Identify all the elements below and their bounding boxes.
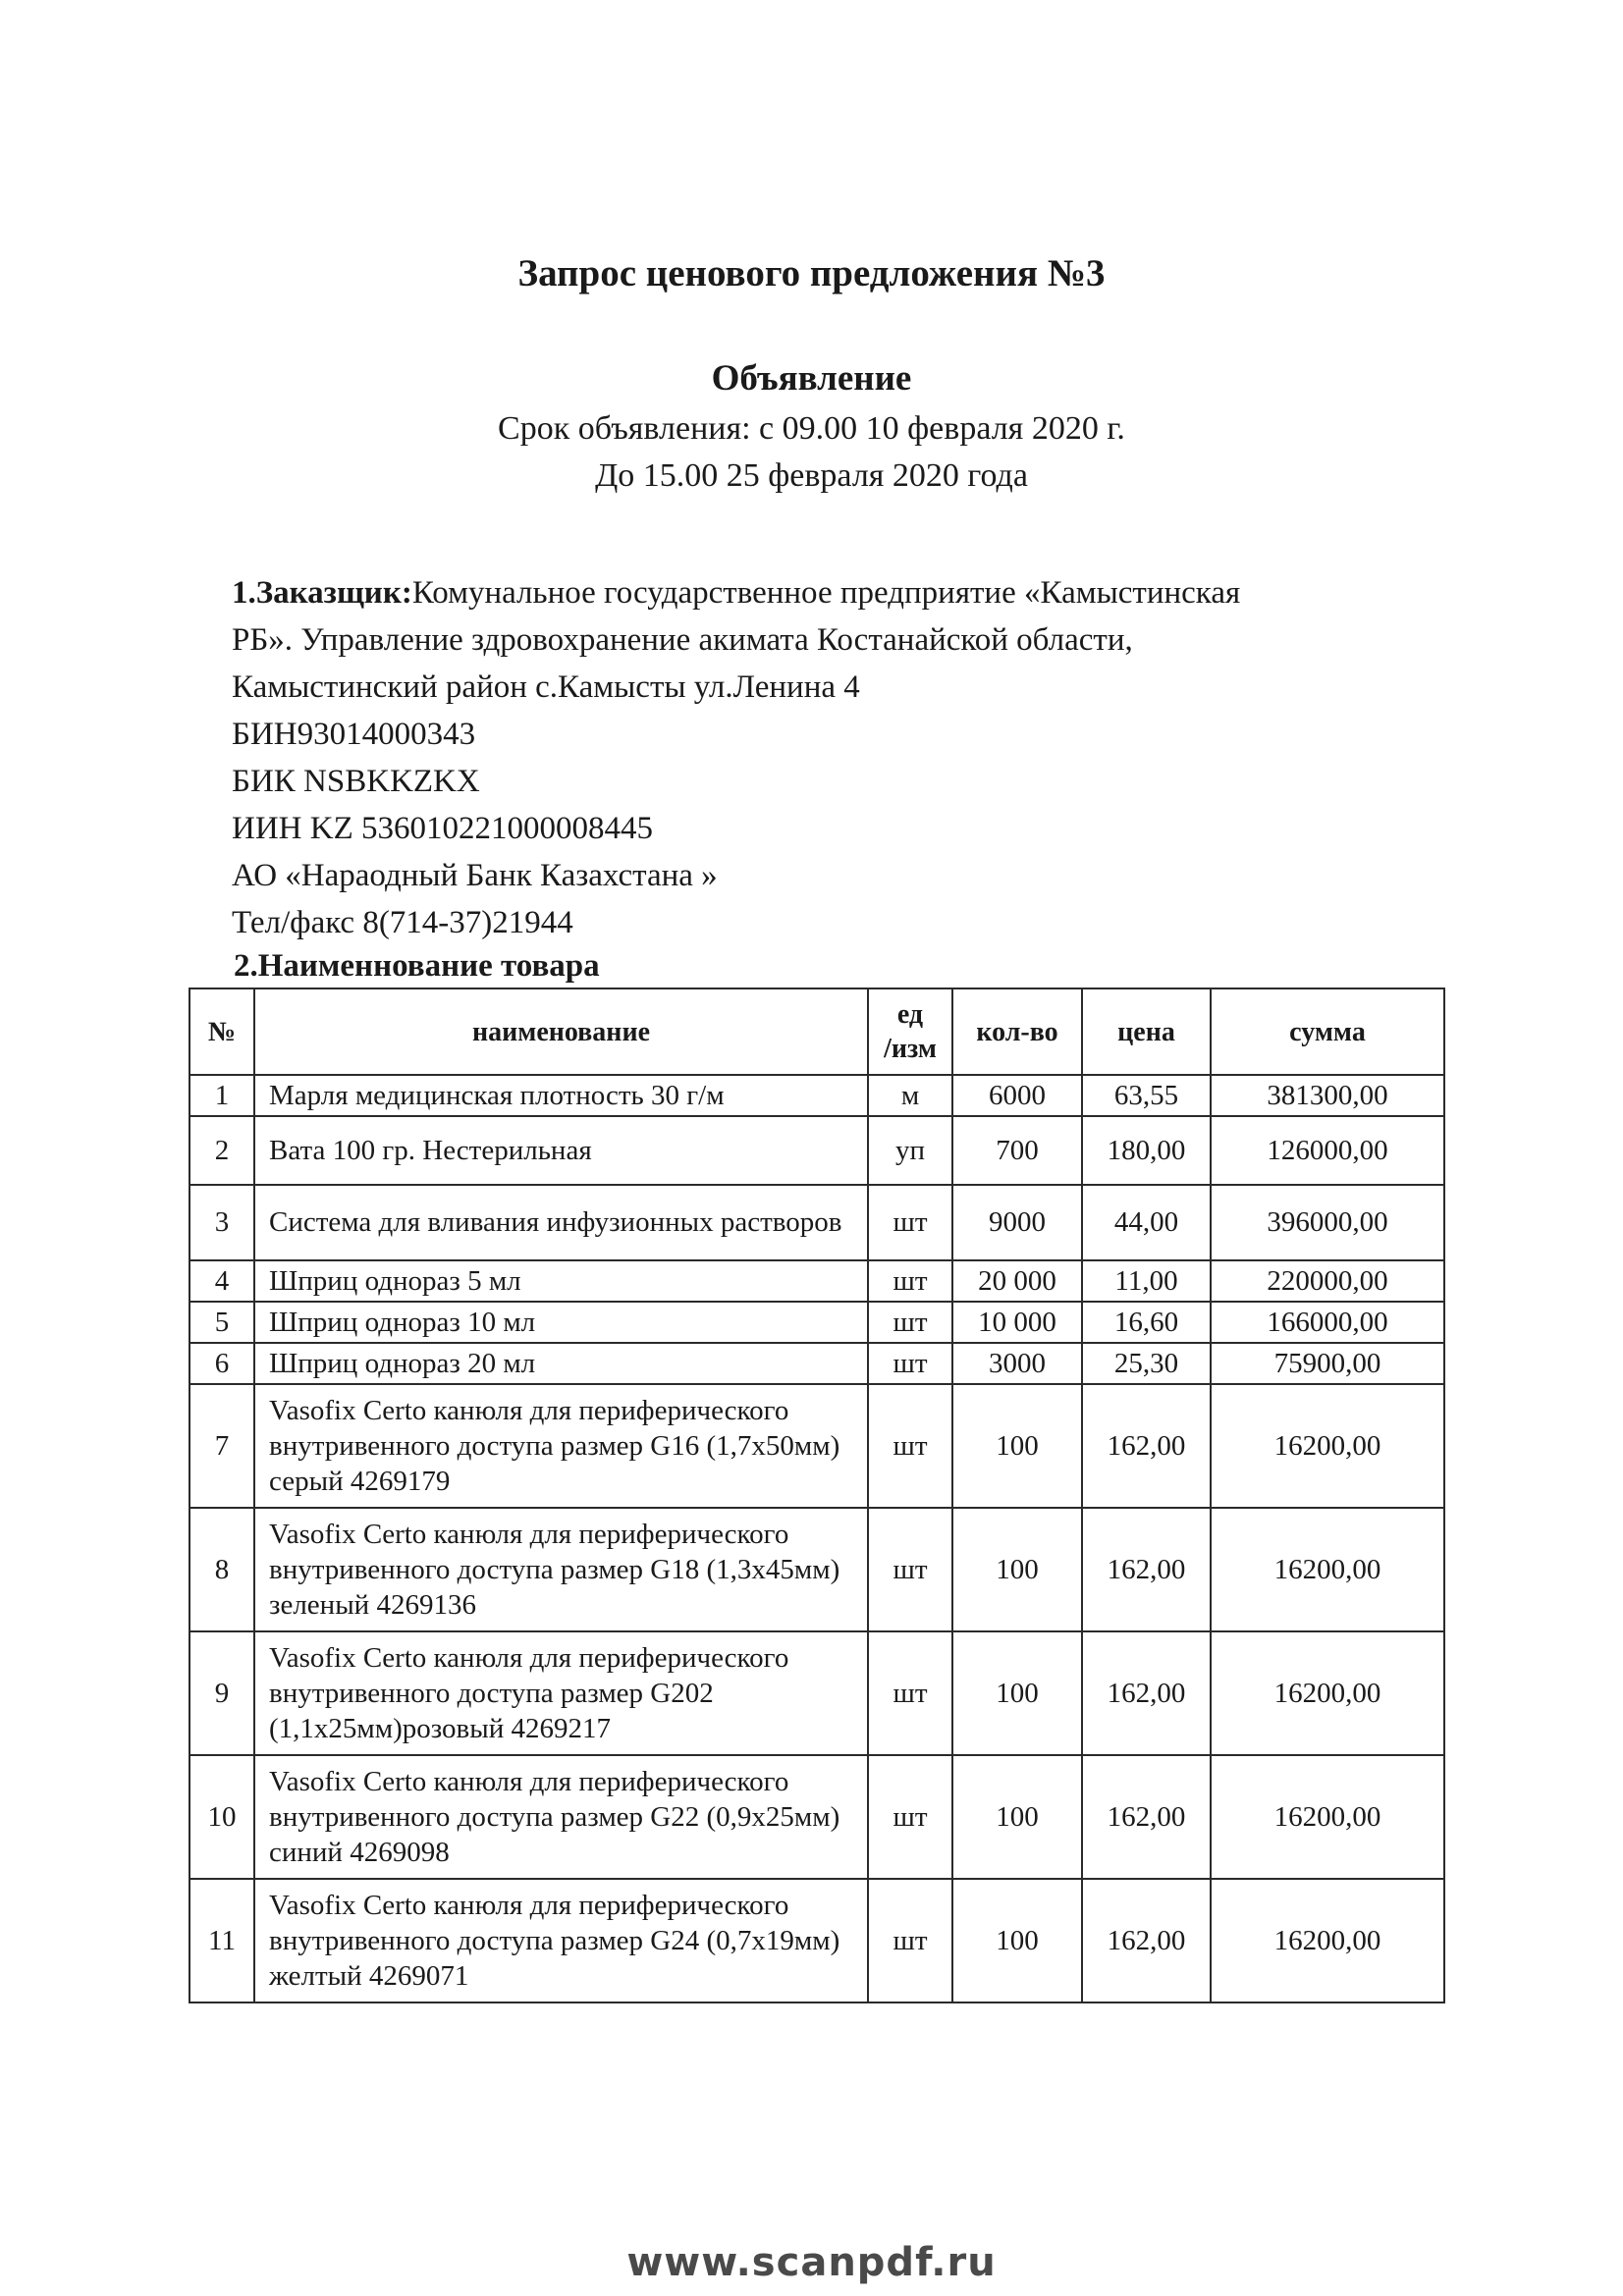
- cell-unit: м: [868, 1075, 952, 1116]
- cell-sum: 16200,00: [1211, 1755, 1444, 1879]
- goods-section-title: 2.Наименнование товара: [234, 948, 600, 984]
- customer-iin: ИИН KZ 536010221000008445: [232, 811, 653, 846]
- cell-price: 25,30: [1082, 1343, 1211, 1384]
- col-header-qty: кол-во: [952, 988, 1082, 1075]
- cell-name: Vasofix Certo канюля для периферического внутривенного доступа размер G18 (1,3х45мм) зеленый 4269136: [254, 1508, 868, 1631]
- cell-num: 3: [189, 1185, 254, 1260]
- table-row: [189, 1185, 1444, 1260]
- cell-name: Вата 100 гр. Нестерильная: [254, 1116, 868, 1185]
- cell-qty: 100: [952, 1755, 1082, 1879]
- cell-price: 16,60: [1082, 1302, 1211, 1343]
- cell-qty: 6000: [952, 1075, 1082, 1116]
- table-row: [189, 1879, 1444, 2002]
- table-row: [189, 1302, 1444, 1343]
- cell-sum: 16200,00: [1211, 1631, 1444, 1755]
- cell-qty: 10 000: [952, 1302, 1082, 1343]
- cell-qty: 700: [952, 1116, 1082, 1185]
- cell-qty: 100: [952, 1631, 1082, 1755]
- cell-name: Система для вливания инфузионных растворов: [254, 1185, 868, 1260]
- cell-unit: шт: [868, 1260, 952, 1302]
- cell-unit: шт: [868, 1185, 952, 1260]
- cell-price: 162,00: [1082, 1384, 1211, 1508]
- customer-address: Камыстинский район с.Камысты ул.Ленина 4: [232, 669, 860, 705]
- cell-num: 1: [189, 1075, 254, 1116]
- cell-unit: шт: [868, 1384, 952, 1508]
- cell-unit: шт: [868, 1755, 952, 1879]
- cell-num: 7: [189, 1384, 254, 1508]
- cell-num: 10: [189, 1755, 254, 1879]
- table-row: [189, 1260, 1444, 1302]
- cell-sum: 166000,00: [1211, 1302, 1444, 1343]
- cell-name: Шприц однораз 10 мл: [254, 1302, 868, 1343]
- cell-qty: 100: [952, 1508, 1082, 1631]
- site-watermark: www.scanpdf.ru: [626, 2240, 997, 2285]
- cell-qty: 100: [952, 1384, 1082, 1508]
- cell-name: Vasofix Certo канюля для периферического внутривенного доступа размер G202 (1,1х25мм)розовый 4269217: [254, 1631, 868, 1755]
- table-row: [189, 1631, 1444, 1755]
- table-row: [189, 1116, 1444, 1185]
- cell-price: 162,00: [1082, 1508, 1211, 1631]
- cell-num: 5: [189, 1302, 254, 1343]
- cell-name: Vasofix Certo канюля для периферического внутривенного доступа размер G24 (0,7х19мм) желтый 4269071: [254, 1879, 868, 2002]
- col-header-sum: сумма: [1211, 988, 1444, 1075]
- cell-num: 9: [189, 1631, 254, 1755]
- cell-num: 8: [189, 1508, 254, 1631]
- cell-sum: 16200,00: [1211, 1879, 1444, 2002]
- customer-line-1: [232, 575, 1240, 612]
- cell-price: 44,00: [1082, 1185, 1211, 1260]
- cell-name: Vasofix Certo канюля для периферического внутривенного доступа размер G16 (1,7х50мм) серый 4269179: [254, 1384, 868, 1508]
- table-row: [189, 1384, 1444, 1508]
- customer-line-2: РБ». Управление здровохранение акимата Костанайской области,: [232, 622, 1133, 658]
- cell-unit: уп: [868, 1116, 952, 1185]
- cell-name: Шприц однораз 20 мл: [254, 1343, 868, 1384]
- cell-qty: 9000: [952, 1185, 1082, 1260]
- col-header-price: цена: [1082, 988, 1211, 1075]
- customer-bik: БИК NSBKKZKX: [232, 764, 480, 799]
- customer-bin: БИН93014000343: [232, 717, 476, 752]
- customer-name-part1: Комунальное государственное предприятие «Камыстинская: [411, 575, 1241, 611]
- cell-sum: 220000,00: [1211, 1260, 1444, 1302]
- cell-unit: шт: [868, 1302, 952, 1343]
- cell-price: 180,00: [1082, 1116, 1211, 1185]
- cell-name: Марля медицинская плотность 30 г/м: [254, 1075, 868, 1116]
- customer-label: 1.Заказщик:: [232, 575, 412, 611]
- cell-sum: 16200,00: [1211, 1508, 1444, 1631]
- announcement-period-end: До 15.00 25 февраля 2020 года: [595, 457, 1028, 494]
- cell-qty: 3000: [952, 1343, 1082, 1384]
- cell-unit: шт: [868, 1508, 952, 1631]
- cell-name: Шприц однораз 5 мл: [254, 1260, 868, 1302]
- col-header-name: наименование: [254, 988, 868, 1075]
- cell-sum: 75900,00: [1211, 1343, 1444, 1384]
- cell-sum: 16200,00: [1211, 1384, 1444, 1508]
- cell-name: Vasofix Certo канюля для периферического внутривенного доступа размер G22 (0,9х25мм) синий 4269098: [254, 1755, 868, 1879]
- cell-price: 162,00: [1082, 1755, 1211, 1879]
- cell-num: 4: [189, 1260, 254, 1302]
- cell-qty: 100: [952, 1879, 1082, 2002]
- cell-sum: 126000,00: [1211, 1116, 1444, 1185]
- customer-phone: Тел/факс 8(714-37)21944: [232, 905, 573, 940]
- table-row: [189, 1755, 1444, 1879]
- cell-qty: 20 000: [952, 1260, 1082, 1302]
- table-row: [189, 1508, 1444, 1631]
- cell-price: 162,00: [1082, 1879, 1211, 2002]
- table-row: [189, 1343, 1444, 1384]
- table-row: [189, 1075, 1444, 1116]
- col-header-unit: ед /изм: [868, 988, 952, 1075]
- cell-num: 11: [189, 1879, 254, 2002]
- cell-price: 63,55: [1082, 1075, 1211, 1116]
- cell-sum: 396000,00: [1211, 1185, 1444, 1260]
- cell-sum: 381300,00: [1211, 1075, 1444, 1116]
- cell-num: 6: [189, 1343, 254, 1384]
- cell-num: 2: [189, 1116, 254, 1185]
- goods-table: [189, 988, 1445, 2003]
- cell-price: 162,00: [1082, 1631, 1211, 1755]
- table-header-row: [189, 988, 1444, 1075]
- document-title: Запрос ценового предложения №3: [517, 252, 1106, 294]
- col-header-num: №: [189, 988, 254, 1075]
- announcement-period-start: Срок объявления: с 09.00 10 февраля 2020 г.: [498, 410, 1125, 447]
- cell-unit: шт: [868, 1343, 952, 1384]
- announcement-title: Объявление: [711, 358, 912, 399]
- cell-unit: шт: [868, 1879, 952, 2002]
- cell-price: 11,00: [1082, 1260, 1211, 1302]
- customer-bank: АО «Нараодный Банк Казахстана »: [232, 858, 718, 893]
- cell-unit: шт: [868, 1631, 952, 1755]
